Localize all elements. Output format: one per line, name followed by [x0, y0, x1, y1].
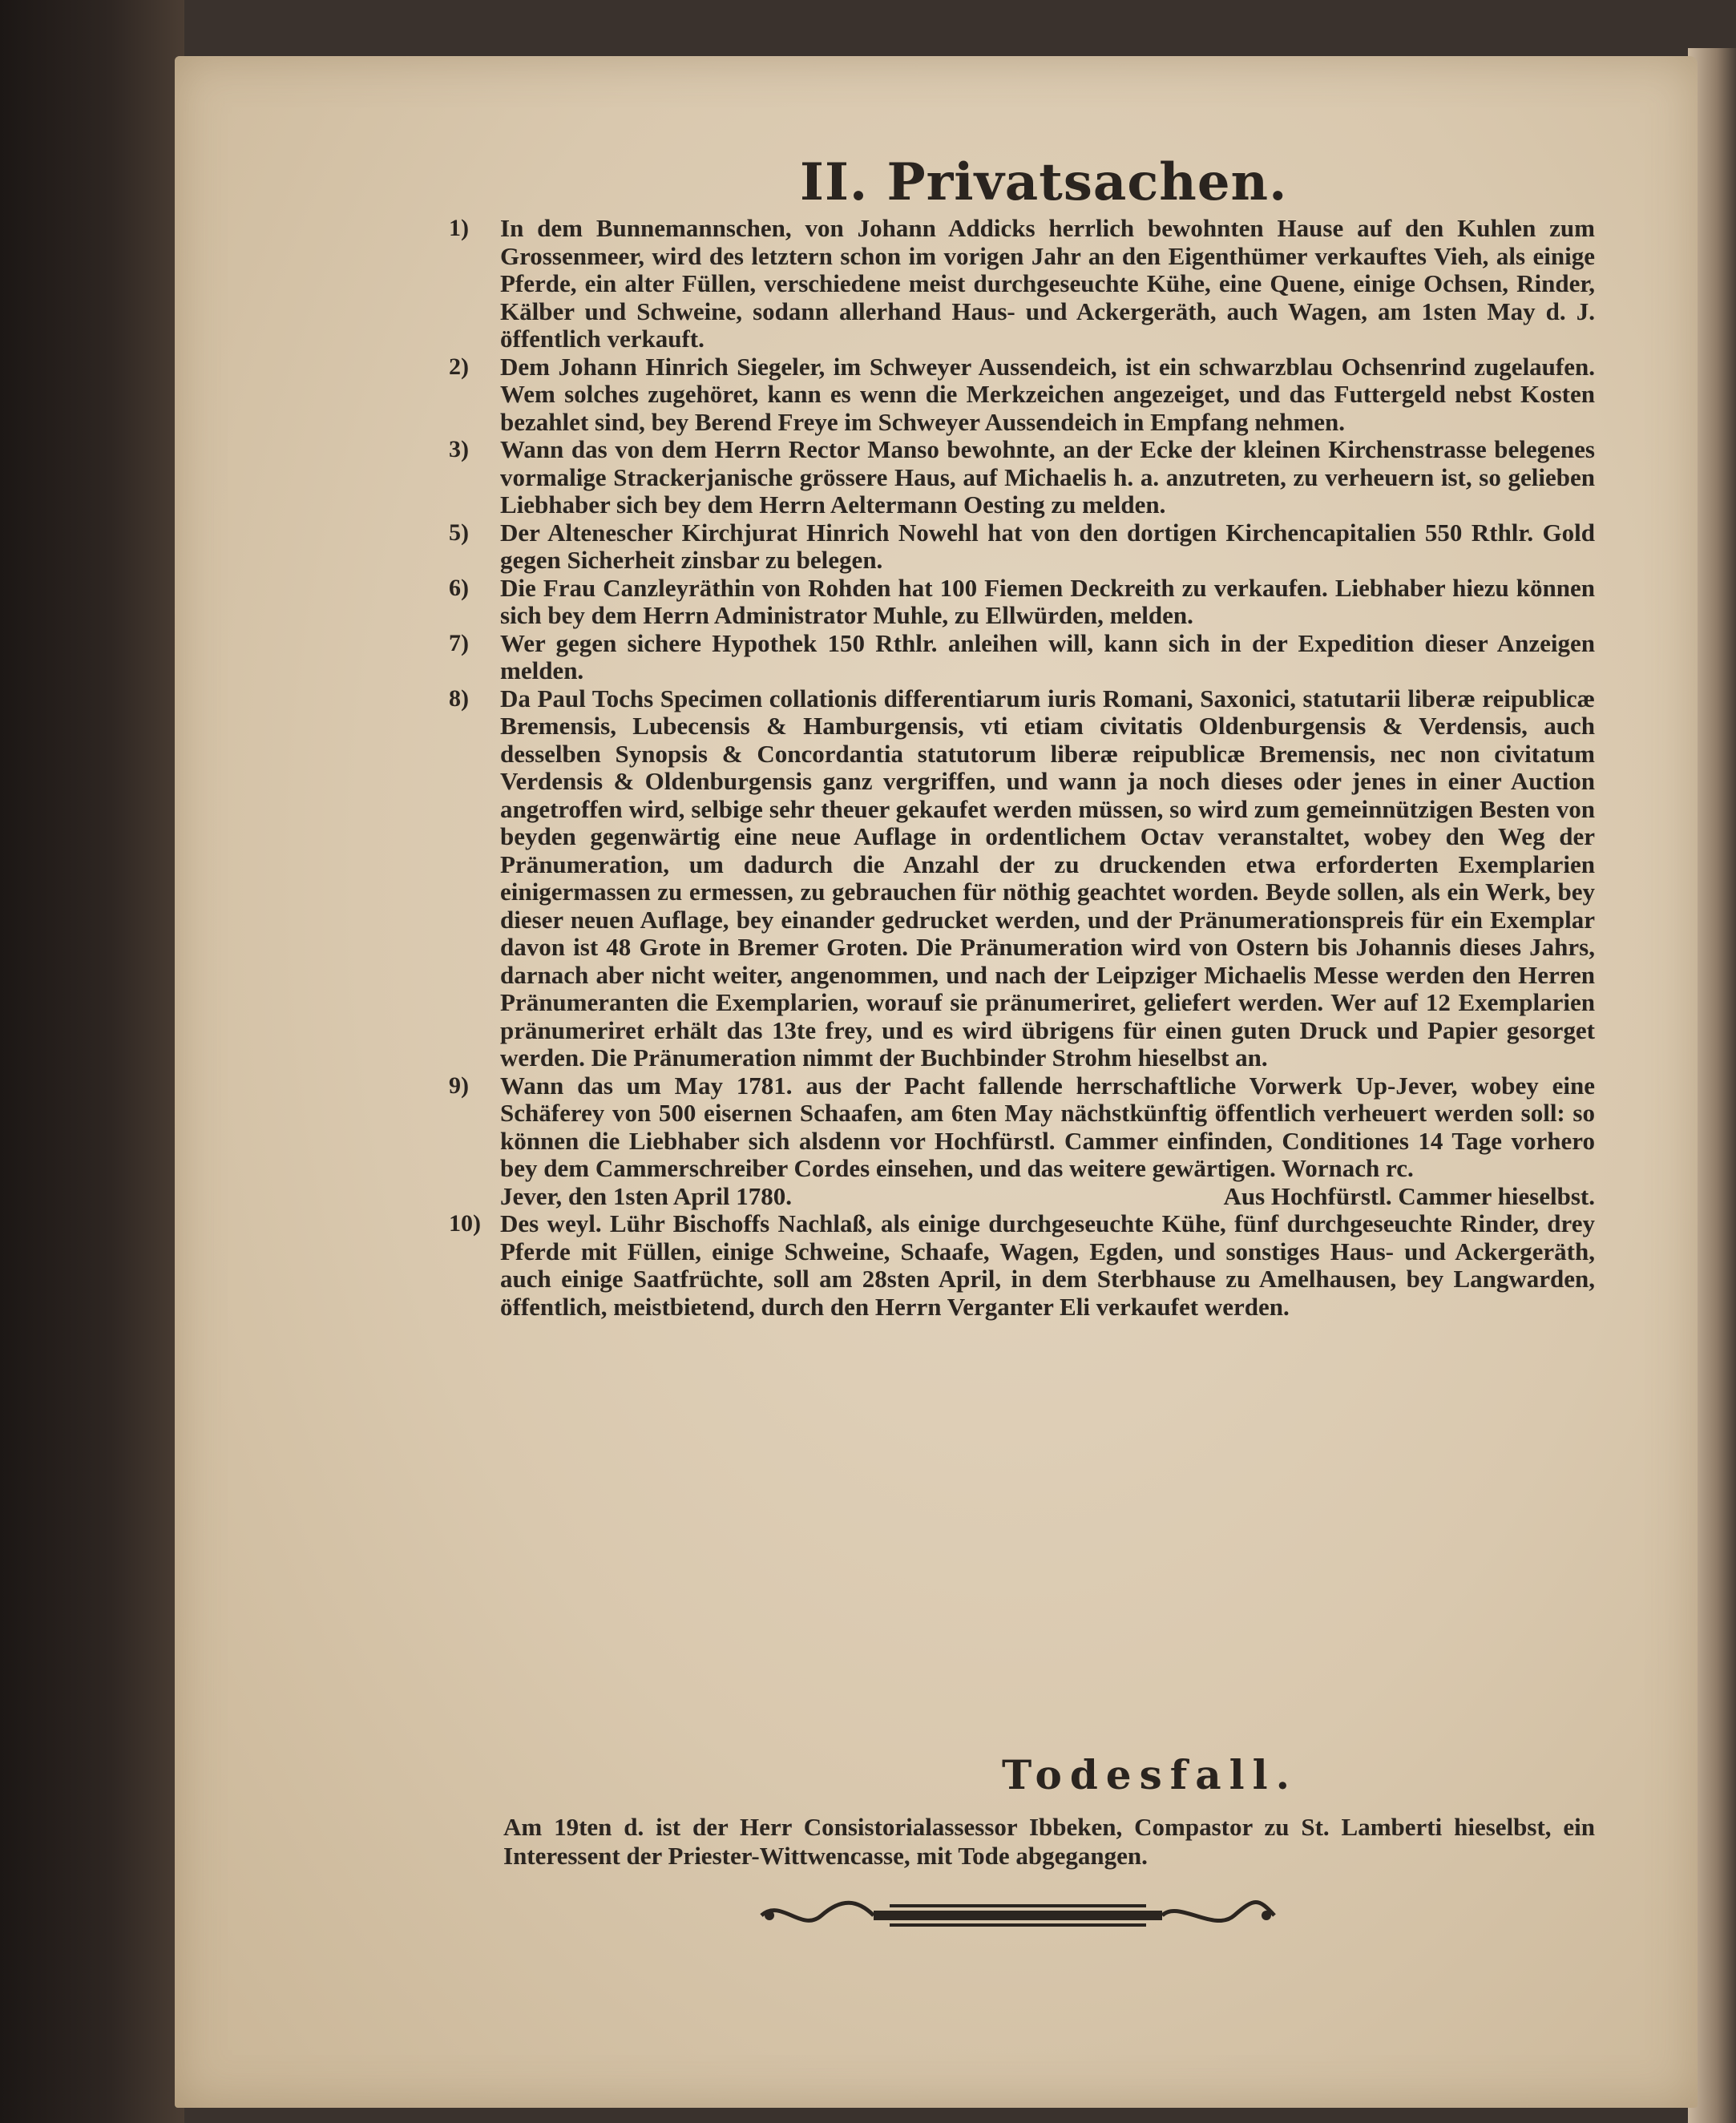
list-item: [449, 1072, 1595, 1183]
entry-number: 9): [449, 1072, 469, 1099]
entries-list: [449, 215, 1595, 1321]
entry-number: 1): [449, 215, 469, 241]
book-spine-shadow: [0, 0, 184, 2123]
signature-place-date: Jever, den 1sten April 1780.: [500, 1181, 792, 1210]
list-item: [449, 630, 1595, 685]
entry-number: 8): [449, 684, 469, 712]
entry-text: Der Altenescher Kirchjurat Hinrich Nowehl hat von den dortigen Kirchencapitalien 550 Rthlr. Gold gegen Sicherheit zinsbar zu belegen.: [500, 518, 1595, 574]
entry-text: Wann das um May 1781. aus der Pacht fallende herrschaftliche Vorwerk Up-Jever, wobey eine Schäferey von 500 eisernen Schaafen, am 6ten May nächstkünftig öffentlich verheuert werden soll: so können die Liebhaber sich alsdenn vor Hochfürstl. Cammer einfinden, Conditiones 14 Tage vorhero bey dem Cammerschreiber Cordes einsehen, und das weitere gewärtigen. Wornach rc.: [500, 1071, 1595, 1182]
entry-text: Wer gegen sichere Hypothek 150 Rthlr. anleihen will, kann sich in der Expedition dieser Anzeigen melden.: [500, 628, 1595, 684]
signature-authority: Aus Hochfürstl. Cammer hieselbst.: [1223, 1181, 1595, 1210]
entry-number: 6): [449, 574, 469, 601]
entry-number: 5): [449, 519, 469, 546]
death-notice-text: Am 19ten d. ist der Herr Consistorialassessor Ibbeken, Compastor zu St. Lamberti hieselbst, ein Interessent der Priester-Wittwencasse, mit Tode abgegangen.: [503, 1813, 1595, 1870]
entry-number: 7): [449, 629, 469, 656]
entry-text: Dem Johann Hinrich Siegeler, im Schweyer Aussendeich, ist ein schwarzblau Ochsenrind zugelaufen. Wem solches zugehöret, kann es wenn die Merkzeichen angezeiget, und das Futtergeld nebst Kosten bezahlet sind, bey Berend Freye im Schweyer Aussendeich in Empfang nehmen.: [500, 352, 1595, 436]
list-item: [449, 575, 1595, 630]
entry-text: Wann das von dem Herrn Rector Manso bewohnte, an der Ecke der kleinen Kirchenstrasse belegenes vormalige Strackerjanische grössere Haus, auf Michaelis h. a. anzutreten, zu verheuern ist, so gelieben Liebhaber sich bey dem Herrn Aeltermann Oesting zu melden.: [500, 435, 1595, 519]
entry-number: 3): [449, 436, 469, 462]
list-item: [449, 1210, 1595, 1321]
list-item: [449, 353, 1595, 437]
list-item: [449, 436, 1595, 519]
list-item: [449, 685, 1595, 1072]
entry-text: In dem Bunnemannschen, von Johann Addicks herrlich bewohnten Hause auf den Kuhlen zum Grossenmeer, wird des letztern schon im vorigen Jahr an den Eigenthümer verkauftes Vieh, als einige Pferde, ein alter Füllen, verschiedene meist durchgeseuchte Kühe, eine Quene, einige Ochsen, Rinder, Kälber und Schweine, sodann allerhand Haus- und Ackergeräth, auch Wagen, am 1sten May d. J. öffentlich verkauft.: [500, 214, 1595, 353]
section-title: II. Privatsachen.: [800, 152, 1288, 212]
list-item: [449, 519, 1595, 575]
entry-text: Des weyl. Lühr Bischoffs Nachlaß, als einige durchgeseuchte Kühe, fünf durchgeseuchte Rinder, drey Pferde mit Füllen, einige Schweine, Schaafe, Wagen, Egden, und sonstiges Haus- und Ackergeräth, auch einige Saatfrüchte, soll am 28sten April, in dem Sterbhause zu Amelhausen, bey Langwarden, öffentlich, meistbietend, durch den Herrn Verganter Eli verkaufet werden.: [500, 1209, 1595, 1321]
entry-number: 2): [449, 353, 469, 380]
entry-text: Die Frau Canzleyräthin von Rohden hat 100 Fiemen Deckreith zu verkaufen. Liebhaber hiezu können sich bey dem Herrn Administrator Muhle, zu Ellwürden, melden.: [500, 573, 1595, 629]
list-item: [449, 215, 1595, 353]
entry-text: Da Paul Tochs Specimen collationis differentiarum iuris Romani, Saxonici, statutarii liberæ reipublicæ Bremensis, Lubecensis & Hamburgensis, vti etiam civitatis Oldenburgensis & Verdensis, auch desselben Synopsis & Concordantia statutorum liberæ reipublicæ Bremensis, nec non civitatum Verdensis & Oldenburgensis ganz vergriffen, und wann ja noch dieses oder jenes in einer Auction angetroffen wird, selbige sehr theuer gekaufet werden müssen, so wird zum gemeinnützigen Besten von beyden gegenwärtig eine neue Auflage in ordentlichem Octav veranstaltet, wobey den Weg der Pränumeration, um dadurch die Anzahl der zu druckenden etwa erforderten Exemplarien einigermassen zu ermessen, zu gebrauchen für nöthig geachtet worden. Beyde sollen, als ein Werk, bey dieser neuen Auflage, bey einander gedrucket werden, und der Pränumerationspreis für ein Exemplar davon ist 48 Grote in Bremer Groten. Die Pränumeration wird von Ostern bis Johannis dieses Jahrs, darnach aber nicht weiter, angenommen, und nach der Leipziger Michaelis Messe werden den Herren Pränumeranten die Exemplarien, worauf sie pränumeriret, geliefert werden. Wer auf 12 Exemplarien pränumeriret erhält das 13te frey, und es wird übrigens für einen guten Druck und Papier gesorget werden. Die Pränumeration nimmt der Buchbinder Strohm hieselbst an.: [500, 684, 1595, 1072]
ornament-divider-icon: [745, 1891, 1290, 1939]
death-notice-title: Todesfall.: [1002, 1751, 1298, 1798]
signature-line: [449, 1183, 1595, 1211]
entry-number: 10): [449, 1210, 481, 1237]
